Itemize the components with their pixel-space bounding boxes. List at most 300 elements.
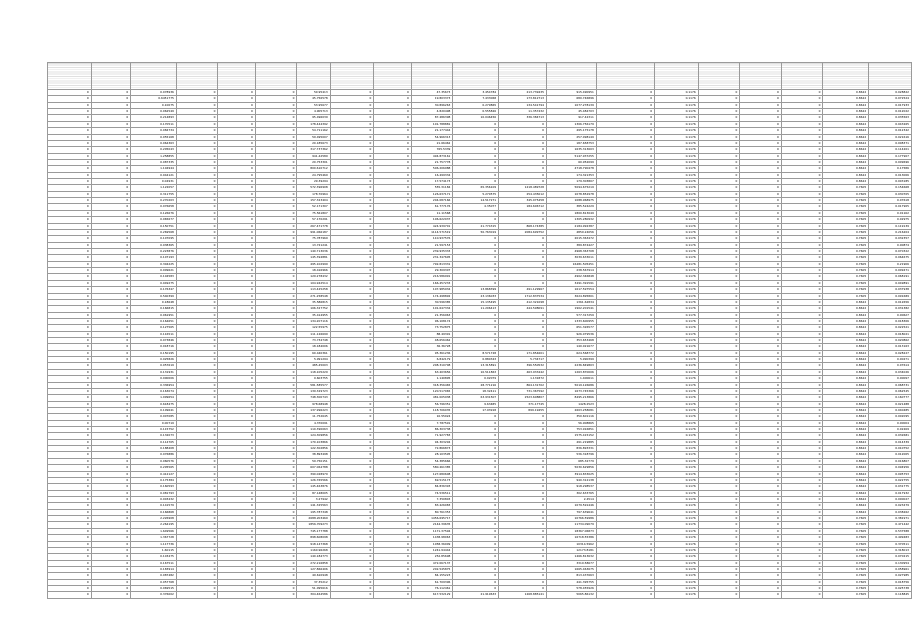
table-cell[interactable]: 0 (698, 420, 740, 426)
table-cell[interactable]: 73.734748 (297, 338, 330, 344)
table-cell[interactable]: 0 (698, 229, 740, 235)
table-cell[interactable]: 0 (218, 223, 255, 229)
table-cell[interactable]: 0.6451775 (131, 96, 177, 102)
table-cell[interactable]: 0 (698, 217, 740, 223)
table-cell[interactable]: 0 (91, 579, 131, 585)
table-cell[interactable]: 0 (596, 325, 654, 331)
table-cell[interactable]: 0 (330, 350, 374, 356)
table-cell[interactable]: 0 (255, 484, 297, 490)
table-cell[interactable]: 0 (374, 388, 411, 394)
table-cell[interactable]: 0 (596, 274, 654, 280)
table-cell[interactable]: 0 (781, 541, 823, 547)
table-cell[interactable]: 11.206413 (453, 306, 499, 312)
table-cell[interactable]: 731.367592 (499, 388, 547, 394)
table-cell[interactable]: 0 (91, 414, 131, 420)
table-cell[interactable]: 580.461385 (411, 465, 453, 471)
table-cell[interactable]: 0.1176 (655, 255, 699, 261)
table-cell[interactable]: 0 (374, 96, 411, 102)
table-cell[interactable]: 0 (176, 535, 218, 541)
table-cell[interactable]: 0.1176 (655, 560, 699, 566)
table-cell[interactable]: 0 (698, 363, 740, 369)
table-cell[interactable]: 21.177444 (411, 128, 453, 134)
table-cell[interactable]: 0 (91, 357, 131, 363)
table-cell[interactable]: 1800.813049 (546, 210, 596, 216)
table-cell[interactable]: 0 (218, 420, 255, 426)
table-cell[interactable]: 0 (255, 452, 297, 458)
table-cell[interactable]: 0 (698, 172, 740, 178)
table-cell[interactable]: 0.8622 (823, 401, 869, 407)
table-cell[interactable]: 0 (374, 357, 411, 363)
table-cell[interactable]: 0.049275 (131, 280, 177, 286)
table-cell[interactable]: 0 (453, 433, 499, 439)
table-cell[interactable]: 0.154668 (869, 185, 912, 191)
table-cell[interactable]: 0 (330, 516, 374, 522)
table-cell[interactable]: 0.175384 (131, 477, 177, 483)
table-cell[interactable]: 0 (330, 547, 374, 553)
table-cell[interactable]: 651.326577 (546, 325, 596, 331)
table-cell[interactable]: 5094.675219 (546, 185, 596, 191)
table-cell[interactable]: 0 (218, 128, 255, 134)
table-cell[interactable]: 0.7605 (823, 560, 869, 566)
table-cell[interactable]: 0 (330, 299, 374, 305)
table-cell[interactable]: 0 (698, 573, 740, 579)
table-cell[interactable]: 0.02079 (453, 376, 499, 382)
table-cell[interactable]: 0 (91, 242, 131, 248)
table-cell[interactable]: 0 (781, 338, 823, 344)
table-cell[interactable]: 0 (596, 560, 654, 566)
table-cell[interactable]: 0 (596, 497, 654, 503)
table-cell[interactable]: 1902.201541 (546, 306, 596, 312)
table-cell[interactable]: 915.490951 (546, 90, 596, 96)
table-cell[interactable]: 0 (330, 522, 374, 528)
table-cell[interactable]: 0.018716 (131, 344, 177, 350)
table-cell[interactable]: 0 (330, 109, 374, 115)
table-cell[interactable]: 0.012022 (869, 109, 912, 115)
table-cell[interactable]: 0 (781, 147, 823, 153)
table-cell[interactable]: 0 (698, 109, 740, 115)
table-cell[interactable]: 0 (176, 274, 218, 280)
table-cell[interactable]: 0 (698, 376, 740, 382)
table-cell[interactable]: 0 (330, 535, 374, 541)
table-cell[interactable]: 0.269568 (131, 229, 177, 235)
table-cell[interactable]: 0 (218, 592, 255, 598)
table-cell[interactable]: 0 (48, 395, 92, 401)
table-cell[interactable]: 0 (781, 179, 823, 185)
table-cell[interactable]: 0 (740, 96, 782, 102)
table-cell[interactable]: 0.603755 (297, 376, 330, 382)
table-cell[interactable]: 0.8622 (823, 338, 869, 344)
table-cell[interactable]: 0.008371 (869, 140, 912, 146)
table-cell[interactable]: 577.317259 (546, 312, 596, 318)
table-cell[interactable]: 0.1176 (655, 325, 699, 331)
table-cell[interactable]: 166.457233 (411, 280, 453, 286)
table-cell[interactable]: 0.8622 (823, 115, 869, 121)
table-cell[interactable]: 0.072524 (869, 96, 912, 102)
table-cell[interactable]: 53.95677 (297, 102, 330, 108)
table-cell[interactable]: 0 (781, 261, 823, 267)
table-cell[interactable]: 0.1176 (655, 318, 699, 324)
table-cell[interactable]: 0 (698, 592, 740, 598)
table-cell[interactable]: 1088.968975 (546, 198, 596, 204)
table-cell[interactable]: 0 (48, 280, 92, 286)
table-cell[interactable]: 0 (374, 446, 411, 452)
table-cell[interactable]: 0 (91, 497, 131, 503)
table-cell[interactable]: 0.1176 (655, 439, 699, 445)
table-cell[interactable]: 95.361236 (411, 350, 453, 356)
table-cell[interactable]: 0.114705 (131, 439, 177, 445)
table-cell[interactable]: 0.8622 (823, 363, 869, 369)
table-cell[interactable]: 0.061951 (131, 312, 177, 318)
table-cell[interactable]: 0.304225 (131, 261, 177, 267)
table-cell[interactable]: 0.02269 (869, 427, 912, 433)
table-cell[interactable]: 35.414955 (297, 312, 330, 318)
table-cell[interactable]: 0.1176 (655, 121, 699, 127)
table-cell[interactable]: 0 (596, 223, 654, 229)
table-cell[interactable]: 353.653468 (546, 338, 596, 344)
table-cell[interactable]: 0 (218, 293, 255, 299)
table-cell[interactable]: 0 (740, 503, 782, 509)
table-cell[interactable]: 1218.489728 (499, 185, 547, 191)
table-cell[interactable]: 1.649566 (131, 528, 177, 534)
table-cell[interactable]: 126.765566 (297, 477, 330, 483)
table-cell[interactable]: 0 (698, 280, 740, 286)
table-cell[interactable]: 0 (91, 280, 131, 286)
table-cell[interactable]: 0 (330, 96, 374, 102)
table-cell[interactable]: 0 (374, 261, 411, 267)
table-cell[interactable]: 0 (218, 153, 255, 159)
table-cell[interactable]: 0 (499, 331, 547, 337)
table-cell[interactable]: 0 (596, 535, 654, 541)
table-cell[interactable]: 0 (48, 255, 92, 261)
table-cell[interactable]: 0.1176 (655, 535, 699, 541)
table-cell[interactable]: 0 (740, 223, 782, 229)
table-cell[interactable]: 0 (255, 210, 297, 216)
column-header-5[interactable] (218, 63, 255, 90)
table-cell[interactable]: 2523.608807 (499, 395, 547, 401)
table-cell[interactable]: 0 (330, 357, 374, 363)
table-cell[interactable]: 0 (596, 191, 654, 197)
table-cell[interactable]: 17.93918 (453, 407, 499, 413)
table-cell[interactable]: 926.079536 (546, 331, 596, 337)
table-cell[interactable]: 0.130954 (869, 560, 912, 566)
table-cell[interactable]: 0.017932 (869, 490, 912, 496)
table-cell[interactable]: 0 (91, 318, 131, 324)
table-cell[interactable]: 0.023479 (869, 503, 912, 509)
table-cell[interactable]: 0.1176 (655, 573, 699, 579)
table-cell[interactable]: 0 (330, 433, 374, 439)
table-cell[interactable]: 0 (596, 541, 654, 547)
table-cell[interactable]: 0.8622 (823, 159, 869, 165)
table-cell[interactable]: 898.608098 (297, 535, 330, 541)
table-cell[interactable]: 101.647334 (411, 306, 453, 312)
table-cell[interactable]: 0 (698, 535, 740, 541)
table-cell[interactable]: 0.1176 (655, 236, 699, 242)
table-cell[interactable]: 0 (499, 242, 547, 248)
column-header-16[interactable] (698, 63, 740, 90)
table-cell[interactable]: 0 (91, 395, 131, 401)
table-cell[interactable]: 0 (781, 439, 823, 445)
table-cell[interactable]: 0 (255, 90, 297, 96)
table-cell[interactable]: 69.515173 (411, 477, 453, 483)
table-cell[interactable]: 24.795469 (297, 172, 330, 178)
column-header-14[interactable] (596, 63, 654, 90)
table-cell[interactable]: 0.1176 (655, 128, 699, 134)
table-cell[interactable]: 0 (453, 172, 499, 178)
table-cell[interactable]: 0 (91, 547, 131, 553)
table-cell[interactable]: 0 (330, 134, 374, 140)
table-cell[interactable]: 1466.813632 (546, 554, 596, 560)
table-cell[interactable]: 171.854601 (499, 350, 547, 356)
table-cell[interactable]: 390.028979 (297, 471, 330, 477)
table-cell[interactable]: 0 (740, 547, 782, 553)
table-cell[interactable]: 0.1176 (655, 471, 699, 477)
table-cell[interactable]: 16718.55386 (546, 535, 596, 541)
table-cell[interactable]: 28.771216 (453, 382, 499, 388)
table-cell[interactable]: 0.1176 (655, 179, 699, 185)
table-cell[interactable]: 0 (740, 458, 782, 464)
table-cell[interactable]: 578.455926 (546, 586, 596, 592)
table-cell[interactable]: 0 (698, 261, 740, 267)
table-cell[interactable]: 0 (218, 102, 255, 108)
table-cell[interactable]: 0 (330, 191, 374, 197)
table-cell[interactable]: 0 (781, 592, 823, 598)
table-cell[interactable]: 0 (698, 446, 740, 452)
table-cell[interactable]: 0 (740, 274, 782, 280)
table-cell[interactable]: 0 (48, 509, 92, 515)
table-cell[interactable]: 864.131702 (499, 382, 547, 388)
table-cell[interactable]: 0 (499, 465, 547, 471)
table-cell[interactable]: 28.103595 (411, 452, 453, 458)
table-cell[interactable]: 0 (218, 318, 255, 324)
table-cell[interactable]: 0.013163 (869, 344, 912, 350)
table-cell[interactable]: 0.078936 (131, 90, 177, 96)
table-cell[interactable]: 0 (374, 293, 411, 299)
table-cell[interactable]: 202.545875 (411, 566, 453, 572)
table-cell[interactable]: 0 (176, 185, 218, 191)
table-cell[interactable]: 0 (91, 471, 131, 477)
table-cell[interactable]: 0 (740, 522, 782, 528)
table-cell[interactable]: 0 (48, 566, 92, 572)
table-cell[interactable]: 0 (48, 261, 92, 267)
table-cell[interactable]: 0 (48, 516, 92, 522)
table-cell[interactable]: 0 (499, 159, 547, 165)
table-cell[interactable]: 0 (781, 503, 823, 509)
table-cell[interactable]: 0 (91, 484, 131, 490)
table-cell[interactable]: 126.637171 (411, 191, 453, 197)
table-cell[interactable]: 0 (255, 369, 297, 375)
table-cell[interactable]: 0 (499, 318, 547, 324)
table-cell[interactable]: 13.721241 (297, 242, 330, 248)
table-cell[interactable]: 0.021488 (869, 401, 912, 407)
table-cell[interactable]: 0 (740, 128, 782, 134)
table-cell[interactable]: 0 (596, 179, 654, 185)
table-cell[interactable]: 0 (781, 363, 823, 369)
table-cell[interactable]: 0 (740, 439, 782, 445)
table-cell[interactable]: 4.370091 (297, 420, 330, 426)
table-cell[interactable]: 0.183914 (131, 566, 177, 572)
table-cell[interactable]: 2.226908 (131, 516, 177, 522)
table-cell[interactable]: 0.1176 (655, 344, 699, 350)
table-cell[interactable]: 0 (218, 547, 255, 553)
table-cell[interactable]: 0 (48, 528, 92, 534)
table-cell[interactable]: 0 (48, 217, 92, 223)
table-cell[interactable]: 0 (176, 179, 218, 185)
table-cell[interactable]: 0 (781, 586, 823, 592)
table-cell[interactable]: 208.310708 (411, 363, 453, 369)
table-cell[interactable]: 0 (698, 331, 740, 337)
table-cell[interactable]: 0.012656 (869, 299, 912, 305)
table-cell[interactable]: 0 (374, 115, 411, 121)
table-cell[interactable]: 0 (698, 586, 740, 592)
table-cell[interactable]: 145.463876 (297, 484, 330, 490)
table-cell[interactable]: 0.8622 (823, 452, 869, 458)
table-cell[interactable]: 3039.633011 (546, 255, 596, 261)
table-cell[interactable]: 0.028822 (869, 90, 912, 96)
table-cell[interactable]: 0 (740, 179, 782, 185)
table-cell[interactable]: 0 (48, 503, 92, 509)
table-cell[interactable]: 195.787348 (297, 509, 330, 515)
table-cell[interactable]: 0 (596, 458, 654, 464)
table-cell[interactable]: 1241.94444 (411, 547, 453, 553)
table-cell[interactable]: 0 (781, 395, 823, 401)
table-cell[interactable]: 0 (374, 90, 411, 96)
table-cell[interactable]: 745.177788 (297, 528, 330, 534)
table-cell[interactable]: 0 (255, 261, 297, 267)
table-cell[interactable]: 0 (374, 102, 411, 108)
table-cell[interactable]: 1.131872 (499, 376, 547, 382)
table-cell[interactable]: 0 (218, 312, 255, 318)
table-cell[interactable]: 0 (330, 204, 374, 210)
table-cell[interactable]: 0 (176, 134, 218, 140)
table-cell[interactable]: 0 (176, 528, 218, 534)
table-cell[interactable]: 0 (499, 503, 547, 509)
table-cell[interactable]: 0 (453, 147, 499, 153)
table-cell[interactable]: 0 (330, 439, 374, 445)
table-cell[interactable]: 0 (48, 185, 92, 191)
table-cell[interactable]: 0 (374, 497, 411, 503)
table-cell[interactable]: 0 (453, 484, 499, 490)
table-cell[interactable]: 0 (218, 535, 255, 541)
table-cell[interactable]: 0.104583 (131, 274, 177, 280)
table-cell[interactable]: 0.8622 (823, 427, 869, 433)
table-cell[interactable]: 0.295565 (131, 465, 177, 471)
table-cell[interactable]: 0 (596, 109, 654, 115)
table-cell[interactable]: 0 (91, 179, 131, 185)
table-cell[interactable]: 122.302856 (297, 446, 330, 452)
table-cell[interactable]: 0.1176 (655, 223, 699, 229)
table-cell[interactable]: 0.7605 (823, 528, 869, 534)
table-cell[interactable]: 385.524229 (546, 204, 596, 210)
table-cell[interactable]: 0 (255, 579, 297, 585)
table-cell[interactable]: 0 (596, 331, 654, 337)
table-cell[interactable]: 0 (374, 331, 411, 337)
table-cell[interactable]: 0 (176, 363, 218, 369)
table-cell[interactable]: 0 (374, 407, 411, 413)
table-cell[interactable]: 0 (176, 573, 218, 579)
table-cell[interactable]: 0.7605 (823, 236, 869, 242)
table-cell[interactable]: 0.131931 (131, 369, 177, 375)
table-cell[interactable]: 1263.870006 (546, 369, 596, 375)
table-cell[interactable]: 59.495007 (297, 134, 330, 140)
table-cell[interactable]: 0.177907 (869, 153, 912, 159)
table-cell[interactable]: 0 (330, 528, 374, 534)
table-cell[interactable]: 0 (255, 344, 297, 350)
table-cell[interactable]: 0 (374, 280, 411, 286)
table-cell[interactable]: 0.8622 (823, 179, 869, 185)
table-cell[interactable]: 54.385666 (411, 458, 453, 464)
column-header-12[interactable] (499, 63, 547, 90)
table-cell[interactable]: 0 (48, 109, 92, 115)
table-cell[interactable]: 0 (499, 166, 547, 172)
table-cell[interactable]: 0 (330, 414, 374, 420)
table-cell[interactable]: 0 (91, 427, 131, 433)
table-cell[interactable]: 0.1176 (655, 592, 699, 598)
table-cell[interactable]: 0.010752 (869, 446, 912, 452)
table-cell[interactable]: 0 (218, 134, 255, 140)
table-cell[interactable]: 0.7605 (823, 210, 869, 216)
table-cell[interactable]: 0 (91, 465, 131, 471)
table-cell[interactable]: 0 (48, 299, 92, 305)
table-cell[interactable]: 0.1176 (655, 388, 699, 394)
table-cell[interactable]: 37.35212 (297, 579, 330, 585)
table-cell[interactable]: 0.8622 (823, 497, 869, 503)
table-cell[interactable]: 0.062545 (869, 388, 912, 394)
table-cell[interactable]: 0 (176, 229, 218, 235)
table-cell[interactable]: 0 (453, 331, 499, 337)
table-cell[interactable]: 0 (330, 128, 374, 134)
table-cell[interactable]: 0 (218, 325, 255, 331)
table-cell[interactable]: 0 (596, 242, 654, 248)
table-cell[interactable]: 1712.837534 (499, 293, 547, 299)
table-cell[interactable]: 87.148005 (297, 490, 330, 496)
table-cell[interactable]: 899.19455 (499, 407, 547, 413)
table-cell[interactable]: 0.031382 (869, 306, 912, 312)
table-cell[interactable]: 0 (330, 159, 374, 165)
table-cell[interactable]: 0.1176 (655, 274, 699, 280)
table-cell[interactable]: 0.012342 (869, 128, 912, 134)
table-cell[interactable]: 0 (255, 318, 297, 324)
table-cell[interactable]: 0 (48, 338, 92, 344)
table-cell[interactable]: 0 (218, 248, 255, 254)
table-cell[interactable]: 0.8622 (823, 109, 869, 115)
table-cell[interactable]: 0 (781, 191, 823, 197)
table-cell[interactable]: 0.18648 (131, 299, 177, 305)
table-cell[interactable]: 0.164651 (131, 318, 177, 324)
table-cell[interactable]: 0 (176, 509, 218, 515)
table-cell[interactable]: 0 (596, 414, 654, 420)
table-cell[interactable]: 0 (740, 338, 782, 344)
table-cell[interactable]: 0 (374, 554, 411, 560)
table-cell[interactable]: 0 (374, 414, 411, 420)
table-cell[interactable]: 0.279865 (453, 102, 499, 108)
table-cell[interactable]: 0 (218, 287, 255, 293)
table-cell[interactable]: 122.55975 (297, 325, 330, 331)
table-cell[interactable]: 0 (218, 427, 255, 433)
table-cell[interactable]: 0 (499, 554, 547, 560)
table-cell[interactable]: 0 (740, 255, 782, 261)
table-cell[interactable]: 940.312138 (546, 477, 596, 483)
table-cell[interactable]: 0 (740, 159, 782, 165)
table-cell[interactable]: 137.996223 (297, 407, 330, 413)
table-cell[interactable]: 0 (176, 376, 218, 382)
table-cell[interactable]: 0.1176 (655, 90, 699, 96)
table-cell[interactable]: 1077.278139 (546, 102, 596, 108)
table-cell[interactable]: 491.129967 (499, 287, 547, 293)
table-cell[interactable]: 0 (330, 147, 374, 153)
table-cell[interactable]: 0 (698, 427, 740, 433)
table-cell[interactable]: 0 (698, 185, 740, 191)
table-cell[interactable]: 0 (740, 420, 782, 426)
